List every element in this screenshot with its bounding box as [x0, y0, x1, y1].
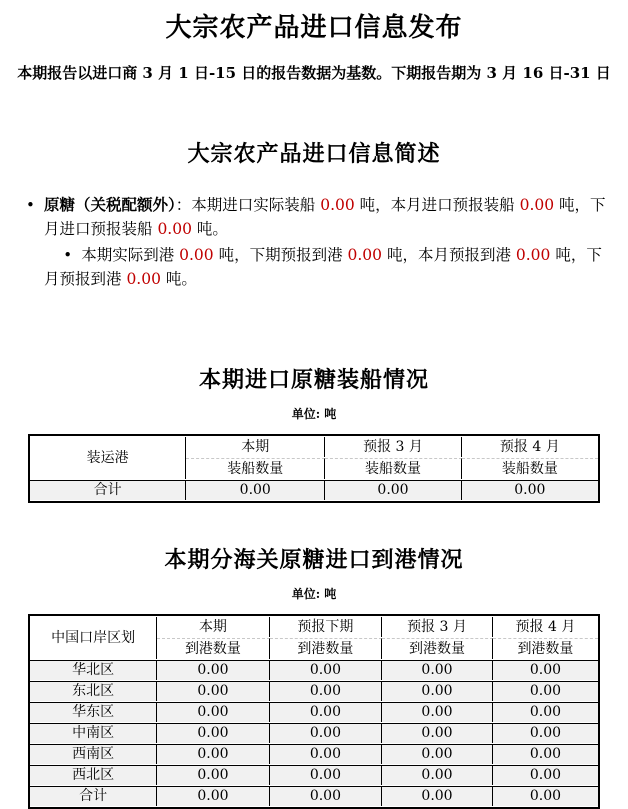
- bullet-text: 吨。: [160, 270, 197, 288]
- column-header-sub: 到港数量: [157, 638, 269, 659]
- value-cell: 0.00: [382, 660, 493, 680]
- table-row: [30, 702, 598, 722]
- column-header-sub: 到港数量: [382, 638, 493, 659]
- red-value: 0.00: [179, 246, 214, 264]
- document: [0, 13, 628, 809]
- value-cell: 0.00: [270, 744, 382, 764]
- bullet-item-shipping: [44, 193, 610, 241]
- corner-header: 中国口岸区划: [30, 617, 157, 659]
- bullet-lead: 原糖（关税配额外）: [44, 195, 176, 214]
- column-header-top: 本期: [186, 437, 325, 457]
- row-label: 东北区: [30, 681, 157, 701]
- table-row: [30, 744, 598, 764]
- table-row: [30, 480, 598, 500]
- corner-header: 装运港: [30, 437, 186, 479]
- value-cell: 0.00: [382, 681, 493, 701]
- bullet-text: 吨，下月进口预报装船: [44, 196, 606, 238]
- value-cell: 0.00: [493, 786, 598, 806]
- value-cell: 0.00: [270, 660, 382, 680]
- column-header-top: 预报 3 月: [382, 617, 493, 637]
- value-cell: 0.00: [493, 723, 598, 743]
- arrival-table: [28, 614, 600, 809]
- value-cell: 0.00: [270, 723, 382, 743]
- value-cell: 0.00: [157, 660, 269, 680]
- bullet-text: 吨，下期预报到港: [213, 246, 348, 264]
- arrival-table-header: [30, 617, 598, 659]
- column-header-top: 本期: [157, 617, 269, 637]
- column-header-sub: 装船数量: [462, 458, 598, 479]
- column-header-top: 预报下期: [270, 617, 382, 637]
- row-label: 中南区: [30, 723, 157, 743]
- shipment-table-title: 本期进口原糖装船情况: [198, 367, 429, 393]
- value-cell: 0.00: [157, 765, 269, 785]
- column-header-sub: 到港数量: [270, 638, 382, 659]
- value-cell: 0.00: [382, 702, 493, 722]
- bullet-item-arrival: [44, 243, 610, 291]
- value-cell: 0.00: [270, 765, 382, 785]
- column-header-top: 预报 3 月: [325, 437, 461, 457]
- column-header-top: 预报 4 月: [493, 617, 598, 637]
- column-header-sub: 装船数量: [325, 458, 461, 479]
- row-label: 西南区: [30, 744, 157, 764]
- arrival-table-body: [30, 660, 598, 806]
- value-cell: 0.00: [325, 480, 461, 500]
- intro-text: 本期报告以进口商 3 月 1 日-15 日的报告数据为基数。下期报告期为 3 月 16 日-31 日: [17, 64, 611, 82]
- value-cell: 0.00: [493, 744, 598, 764]
- arrival-table-title: 本期分海关原糖进口到港情况: [164, 547, 464, 573]
- shipment-table-header: [30, 437, 598, 479]
- red-value: 0.00: [157, 220, 192, 238]
- shipment-unit-note: 单位: 吨: [291, 407, 337, 421]
- value-cell: 0.00: [270, 786, 382, 806]
- row-label: 西北区: [30, 765, 157, 785]
- header-row-top: [30, 617, 598, 637]
- red-value: 0.00: [126, 270, 161, 288]
- row-label: 合计: [30, 786, 157, 806]
- arrival-unit-note: 单位: 吨: [291, 587, 337, 601]
- column-header-top: 预报 4 月: [462, 437, 598, 457]
- table-row: [30, 723, 598, 743]
- bullet-text: 吨，本月预报到港: [382, 246, 516, 264]
- row-label: 华东区: [30, 702, 157, 722]
- header-row-top: [30, 437, 598, 457]
- shipment-table: [28, 434, 600, 503]
- bullet-text: 本期实际到港: [81, 246, 180, 264]
- table-row: [30, 765, 598, 785]
- value-cell: 0.00: [382, 723, 493, 743]
- value-cell: 0.00: [493, 702, 598, 722]
- value-cell: 0.00: [157, 681, 269, 701]
- table-row: [30, 660, 598, 680]
- red-value: 0.00: [515, 246, 551, 264]
- value-cell: 0.00: [382, 786, 493, 806]
- shipment-table-body: [30, 480, 598, 500]
- value-cell: 0.00: [493, 681, 598, 701]
- value-cell: 0.00: [462, 480, 598, 500]
- value-cell: 0.00: [493, 765, 598, 785]
- column-header-sub: 装船数量: [186, 458, 325, 479]
- value-cell: 0.00: [157, 744, 269, 764]
- table-row: [30, 681, 598, 701]
- row-label: 合计: [30, 480, 186, 500]
- table-row: [30, 786, 598, 806]
- red-value: 0.00: [519, 196, 555, 214]
- value-cell: 0.00: [157, 702, 269, 722]
- red-value: 0.00: [347, 246, 383, 264]
- page-title: 大宗农产品进口信息发布: [165, 13, 463, 43]
- value-cell: 0.00: [382, 765, 493, 785]
- value-cell: 0.00: [186, 480, 325, 500]
- value-cell: 0.00: [493, 660, 598, 680]
- column-header-sub: 到港数量: [493, 638, 598, 659]
- value-cell: 0.00: [270, 681, 382, 701]
- summary-list: [14, 193, 614, 291]
- bullet-text: ：本期进口实际装船: [175, 196, 321, 214]
- red-value: 0.00: [320, 196, 355, 214]
- value-cell: 0.00: [157, 786, 269, 806]
- row-label: 华北区: [30, 660, 157, 680]
- bullet-text: 吨，下月预报到港: [44, 246, 602, 288]
- bullet-text: 吨，本月进口预报装船: [354, 196, 520, 214]
- value-cell: 0.00: [382, 744, 493, 764]
- bullet-text: 吨。: [191, 220, 228, 238]
- value-cell: 0.00: [270, 702, 382, 722]
- summary-title: 大宗农产品进口信息简述: [187, 141, 441, 167]
- value-cell: 0.00: [157, 723, 269, 743]
